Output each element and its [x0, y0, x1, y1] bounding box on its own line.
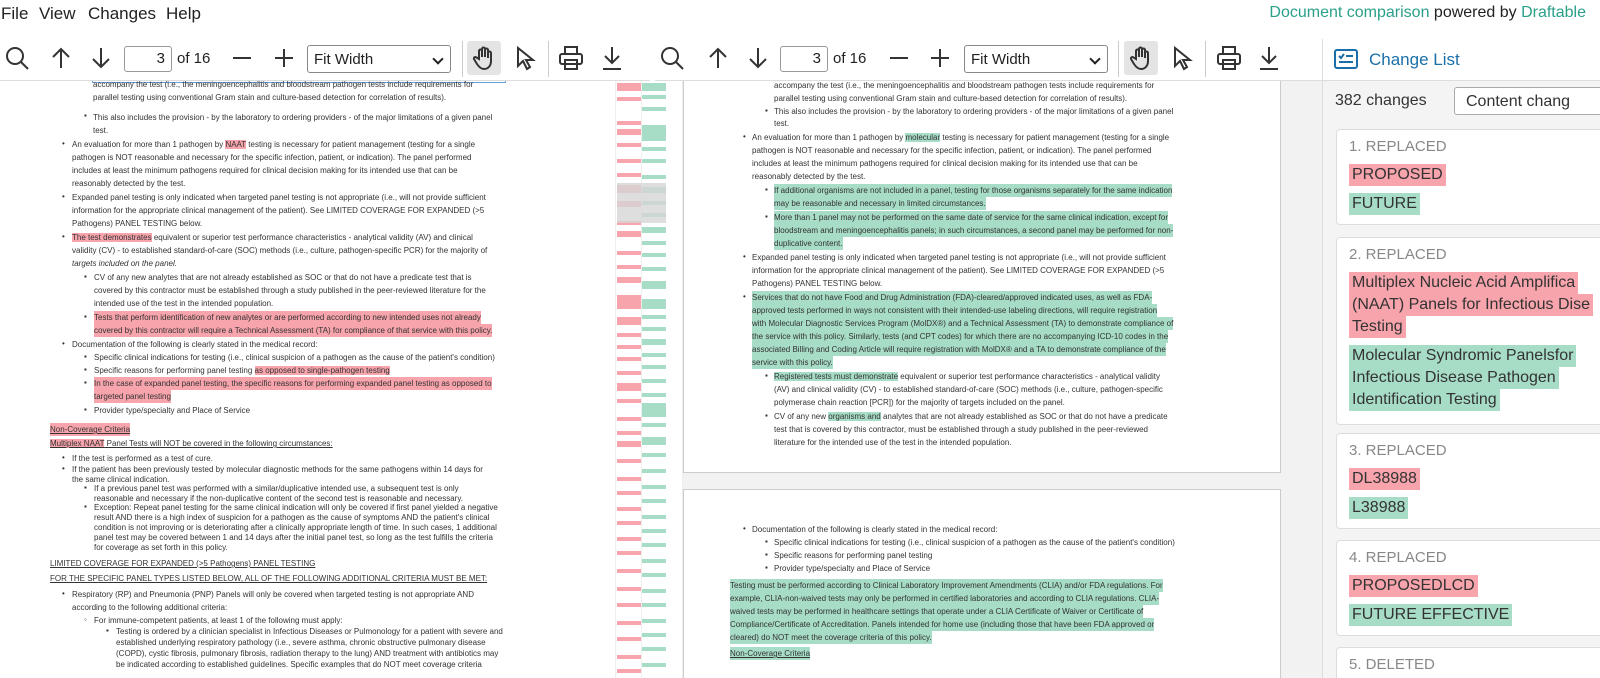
brand[interactable]: [1269, 4, 1586, 22]
deleted-mark[interactable]: [617, 441, 641, 447]
divider: [548, 41, 549, 77]
bullet: ▪: [765, 185, 768, 194]
inserted-mark[interactable]: [642, 423, 666, 427]
deleted-mark[interactable]: [617, 371, 641, 375]
deleted-mark[interactable]: [617, 477, 641, 481]
menu-view[interactable]: View: [39, 4, 76, 23]
inserted-text[interactable]: service with this policy.: [752, 358, 833, 367]
doc-line: CV of any new analytes that are not already established as SOC or that do not have a predicate test that is: [94, 273, 472, 282]
doc-line: established underlying respiratory pathology (i.e., severe asthma, chronic obstructive pulmonary disease: [116, 638, 486, 647]
inserted-mark[interactable]: [642, 663, 666, 667]
pointer-tool-icon[interactable]: [508, 41, 542, 75]
doc-line: Pathogens) PANEL TESTING below.: [72, 219, 203, 228]
deleted-mark[interactable]: [617, 159, 641, 163]
doc-line: Provider type/specialty and Place of Service: [94, 406, 251, 415]
inserted-mark[interactable]: [642, 437, 666, 445]
pointer-tool-icon[interactable]: [1165, 41, 1199, 75]
deleted-mark[interactable]: [617, 83, 641, 91]
inserted-mark[interactable]: [642, 485, 666, 489]
print-icon[interactable]: [1212, 41, 1246, 75]
bullet: ▪: [84, 352, 87, 361]
deleted-mark[interactable]: [617, 251, 641, 255]
inserted-mark[interactable]: [642, 453, 666, 457]
bullet: ▪: [84, 405, 87, 414]
old-text: DL38988: [1349, 468, 1420, 490]
change-title: 4. REPLACED: [1349, 549, 1447, 566]
deleted-text[interactable]: NAAT: [225, 140, 247, 149]
bullet: ▪: [84, 378, 87, 387]
bullet: ◦: [84, 615, 87, 624]
deleted-mark[interactable]: [617, 637, 641, 641]
inserted-mark[interactable]: [642, 365, 666, 369]
inserted-text[interactable]: Testing must be performed according to Clinical Laboratory Improvement Amendments (CLIA) and/or FDA regulations. For: [730, 581, 1163, 590]
divider: [462, 41, 463, 77]
new-text: FUTURE EFFECTIVE: [1349, 604, 1512, 626]
doc-line: Documentation of the following is clearly stated in the medical record:: [72, 340, 318, 349]
inserted-mark[interactable]: [642, 633, 666, 637]
inserted-mark[interactable]: [642, 95, 666, 99]
doc-line: If the test is performed as a test of cure.: [72, 454, 213, 463]
deleted-mark[interactable]: [617, 345, 641, 349]
inserted-mark[interactable]: [642, 499, 666, 503]
inserted-text[interactable]: cleared) do NOT meet the coverage criteria of this policy.: [730, 633, 932, 642]
deleted-mark[interactable]: [617, 399, 641, 403]
inserted-mark[interactable]: [642, 403, 666, 417]
zoom-out-icon[interactable]: [882, 41, 916, 75]
hand-tool-icon[interactable]: [1124, 41, 1158, 75]
doc-line: for coverage as set forth in this policy.: [94, 543, 228, 552]
inserted-text[interactable]: molecular: [905, 133, 941, 142]
doc-line: Testing is ordered by a clinician specialist in Infectious Diseases or Pulmonology for a patient with severe and: [116, 627, 503, 636]
doc-line: Specific reasons for performing panel testing: [774, 551, 933, 560]
doc-line: Expanded panel testing is only indicated when targeted panel testing is not appropriate (i.e., will not provide sufficient: [72, 193, 486, 202]
doc-line: Documentation of the following is clearly stated in the medical record:: [752, 525, 998, 534]
page-count: of 16: [833, 50, 867, 67]
doc-line: (AV) and clinical validity (CV) - to established standard-of-care (SOC) methods (i.e., culture, pathogen-specific: [774, 385, 1163, 394]
deleted-mark[interactable]: [617, 383, 641, 391]
doc-line: validity (CV) - to established standard-of-care (SOC) methods (i.e., culture, pathogen-specific PCR) for the majority of: [72, 246, 488, 255]
deleted-mark[interactable]: [617, 417, 641, 421]
brand-name: Draftable: [1521, 4, 1586, 21]
doc-line: targets included on the panel.: [72, 259, 177, 268]
change-list-icon: [1333, 47, 1359, 71]
deleted-text[interactable]: as opposed to single-pathogen testing: [254, 366, 390, 375]
bullet: •: [743, 292, 746, 301]
doc-line: Multiplex NAAT Panel Tests will NOT be covered in the following circumstances:: [50, 439, 333, 448]
bullet: ▪: [765, 411, 768, 420]
deleted-mark[interactable]: [617, 569, 641, 573]
deleted-text[interactable]: Non-Coverage Criteria: [50, 425, 131, 434]
old-text: (NAAT) Panels for Infectious Dise: [1349, 294, 1593, 316]
inserted-mark[interactable]: [642, 107, 666, 111]
deleted-text[interactable]: The test demonstrates: [72, 233, 152, 242]
inserted-mark[interactable]: [642, 529, 666, 533]
deleted-mark[interactable]: [617, 277, 641, 283]
doc-line: LIMITED COVERAGE FOR EXPANDED (>5 Pathogens) PANEL TESTING: [50, 559, 316, 568]
zoom-select-value: Fit Width: [971, 51, 1031, 68]
inserted-mark[interactable]: [642, 159, 666, 163]
menu-bar: [0, 0, 1600, 28]
doc-line: includes at least the minimum pathogens required for clinical decision making for its intended use that can be: [752, 159, 1138, 168]
deleted-mark[interactable]: [617, 603, 641, 607]
bullet: ▪: [84, 111, 87, 120]
doc-line: accompany the test (i.e., the meningoencephalitis and bloodstream pathogen tests include requirements for: [774, 81, 1155, 90]
bullet: •: [62, 192, 65, 201]
bullet: ▪: [84, 365, 87, 374]
menu-file[interactable]: File: [1, 4, 29, 23]
doc-line: intended use of the test in the intended population.: [94, 299, 274, 308]
right-document-pane[interactable]: [683, 81, 1322, 678]
inserted-text[interactable]: bloodstream and meningoencephalitis panels; in such circumstances, a second panel may be performed for non-: [774, 226, 1174, 235]
bullet: ▪: [765, 563, 768, 572]
inserted-text[interactable]: may be reasonable and necessary in limited circumstances.: [774, 199, 986, 208]
change-card[interactable]: [1336, 129, 1600, 225]
bullet: ▪: [765, 537, 768, 546]
change-title: 5. DELETED: [1349, 656, 1435, 673]
deleted-mark[interactable]: [617, 669, 641, 673]
deleted-mark[interactable]: [617, 537, 641, 541]
inserted-marks: [642, 81, 666, 678]
inserted-mark[interactable]: [642, 147, 666, 151]
bullet: ▪: [84, 502, 87, 511]
doc-line: reasonable and necessary if the non-duplicative content of the second test is reasonable and necessary.: [94, 494, 463, 503]
doc-line: For immune-competent patients, at least 1 of the following must apply:: [94, 616, 343, 625]
inserted-mark[interactable]: [642, 379, 666, 383]
new-text: Molecular Syndromic Panelsfor: [1349, 345, 1576, 367]
inserted-mark[interactable]: [642, 125, 666, 141]
doc-line: CV of any new organisms and analytes that are not already established as SOC or that do not have a predicate: [774, 412, 1168, 421]
change-list-panel: [1322, 81, 1600, 678]
bullet: •: [62, 453, 65, 462]
inserted-text[interactable]: duplicative content.: [774, 239, 843, 248]
deleted-text[interactable]: In the case of expanded panel testing, the specific reasons for performing expanded panel testing as opposed to: [94, 379, 492, 388]
new-text: Identification Testing: [1349, 389, 1500, 411]
divider: [1205, 41, 1206, 77]
inserted-text[interactable]: Non-Coverage Criteria: [730, 649, 811, 658]
bullet: •: [743, 132, 746, 141]
search-icon[interactable]: [0, 41, 34, 75]
doc-line: according to the following additional criteria:: [72, 603, 228, 612]
zoom-in-icon[interactable]: [267, 41, 301, 75]
doc-line: The test demonstrates equivalent or superior test performance characteristics - analytical validity (AV) and clinical: [72, 233, 473, 242]
deleted-text[interactable]: covered by this contractor will require a Technical Assessment (TA) for compliance of that service with this policy.: [94, 326, 493, 335]
arrow-down-icon[interactable]: [741, 41, 775, 75]
hand-tool-icon[interactable]: [467, 41, 501, 75]
new-text: Infectious Disease Pathogen: [1349, 367, 1559, 389]
doc-line: pathogen is NOT reasonable and necessary for the specific infection, patient, or indication). The panel performed: [752, 146, 1152, 155]
bullet: •: [62, 139, 65, 148]
zoom-in-icon[interactable]: [923, 41, 957, 75]
deleted-mark[interactable]: [617, 121, 641, 125]
inserted-mark[interactable]: [642, 469, 666, 473]
menu-changes[interactable]: Changes: [88, 4, 157, 23]
change-list-header[interactable]: [1322, 39, 1600, 81]
bullet: ▪: [765, 106, 768, 115]
doc-line: test.: [93, 126, 109, 135]
deleted-mark[interactable]: [617, 357, 641, 361]
deleted-mark[interactable]: [617, 587, 641, 591]
inserted-mark[interactable]: [642, 175, 666, 179]
inserted-text[interactable]: waived tests may be performed in healthcare settings that operate under a CLIA Certificate of Waiver or Certificate of: [730, 607, 1144, 616]
old-text: PROPOSEDLCD: [1349, 575, 1478, 597]
inserted-mark[interactable]: [642, 241, 666, 245]
doc-line: Respiratory (RP) and Pneumonia (PNP) Panels will only be covered when targeted testing is not appropriate AND: [72, 590, 474, 599]
deleted-text[interactable]: Multiplex NAAT: [50, 439, 105, 448]
inserted-text[interactable]: Services that do not have Food and Drug Administration (FDA)-cleared/approved indicated uses, as well as FDA-: [752, 293, 1153, 302]
deleted-mark[interactable]: [617, 459, 641, 463]
bullet: •: [743, 524, 746, 533]
inserted-text[interactable]: More than 1 panel may not be performed on the same date of service for the same clinical indication, except for: [774, 213, 1168, 222]
inserted-mark[interactable]: [642, 573, 666, 577]
bullet: •: [62, 464, 65, 473]
download-icon[interactable]: [595, 41, 629, 75]
page-number-input[interactable]: 3: [780, 46, 828, 72]
deleted-mark[interactable]: [617, 507, 641, 511]
deleted-mark[interactable]: [617, 655, 641, 659]
inserted-mark[interactable]: [642, 603, 666, 607]
doc-line: polymerase chain reaction [PCR]) for the majority of targets included on the panel.: [774, 398, 1065, 407]
deleted-mark[interactable]: [617, 521, 641, 525]
doc-line: parallel testing using conventional Gram stain and culture-based detection for correlation of results).: [774, 94, 1128, 103]
inserted-mark[interactable]: [642, 315, 666, 319]
inserted-mark[interactable]: [642, 327, 666, 331]
inserted-mark[interactable]: [642, 267, 666, 271]
menu-help[interactable]: Help: [166, 4, 201, 23]
inserted-text[interactable]: organisms and: [828, 412, 881, 421]
change-title: 3. REPLACED: [1349, 442, 1447, 459]
inserted-mark[interactable]: [642, 253, 666, 257]
inserted-text[interactable]: associated Billing and Coding Article will require registration with MolDX® and a TA to demonstrate compliance of the: [752, 345, 1166, 354]
doc-line: Registered tests must demonstrate equivalent or superior test performance characteristics - analytical validity: [774, 372, 1160, 381]
doc-line: Provider type/specialty and Place of Service: [774, 564, 931, 573]
inserted-mark[interactable]: [642, 589, 666, 593]
doc-line: Pathogens) PANEL TESTING below.: [752, 279, 883, 288]
zoom-select[interactable]: [964, 45, 1108, 73]
doc-line: test that is covered by this contractor, must be established through a study published in the peer-reviewed: [774, 425, 1148, 434]
new-text: L38988: [1349, 497, 1408, 519]
inserted-text[interactable]: example, CLIA-non-waived tests may only be performed in certified laboratories and according to CLIA regulations. CLIA-: [730, 594, 1160, 603]
left-document-pane[interactable]: [0, 81, 615, 678]
doc-line: Exception: Repeat panel testing for the same clinical indication will only be covered if first panel yielded a negative: [94, 503, 498, 512]
change-title: 2. REPLACED: [1349, 246, 1447, 263]
doc-line: Specific clinical indications for testing (i.e., clinical suspicion of a pathogen as the cause of the patient's condition): [774, 538, 1175, 547]
page-count: of 16: [177, 50, 211, 67]
inserted-mark[interactable]: [642, 339, 666, 345]
inserted-mark[interactable]: [642, 353, 666, 357]
old-text: Multiplex Nucleic Acid Amplifica: [1349, 272, 1578, 294]
deleted-mark[interactable]: [617, 265, 641, 269]
deleted-mark[interactable]: [617, 143, 641, 147]
inserted-mark[interactable]: [642, 515, 666, 519]
bullet: ▪: [765, 371, 768, 380]
doc-line: Expanded panel testing is only indicated when targeted panel testing is not appropriate (i.e., will not provide sufficient: [752, 253, 1166, 262]
change-card[interactable]: [1336, 647, 1600, 678]
doc-line: includes at least the minimum pathogens required for clinical decision making for its intended use that can be: [72, 166, 458, 175]
doc-line: condition is not improving or is deteriorating after a clinically appropriate length of time. In such cases, 1 additional: [94, 523, 497, 532]
inserted-text[interactable]: Registered tests must demonstrate: [774, 372, 899, 381]
inserted-text[interactable]: the service with this policy. Similarly, tests (and CPT codes) for which there are no accompanying ICD-10 codes in the: [752, 332, 1169, 341]
zoom-out-icon[interactable]: [225, 41, 259, 75]
change-map-gutter[interactable]: [615, 81, 683, 678]
bullet: ▪: [765, 212, 768, 221]
deleted-marks: [617, 81, 641, 678]
doc-line: the same clinical indication.: [72, 475, 170, 484]
inserted-mark[interactable]: [642, 619, 666, 623]
change-card[interactable]: [1336, 237, 1600, 425]
bullet: ▪: [84, 312, 87, 321]
doc-line: covered by this contractor must be established through a study published in the peer-reviewed literature for the: [94, 286, 486, 295]
inserted-text[interactable]: approved tests performed in ways not consistent with their intended-use labeling directions, will require registration: [752, 306, 1158, 315]
arrow-up-icon[interactable]: [701, 41, 735, 75]
gray-mark: [617, 183, 666, 223]
arrow-up-icon[interactable]: [44, 41, 78, 75]
doc-line: This also includes the provision - by the laboratory to ordering providers - of the major limitations of a given panel: [774, 107, 1174, 116]
deleted-mark[interactable]: [617, 491, 641, 495]
change-list-title: Change List: [1369, 50, 1460, 69]
doc-line: be indicated according to established guidelines. Specific examples that do NOT meet coverage criteria: [116, 660, 482, 669]
bullet: ▪: [765, 550, 768, 559]
inserted-mark[interactable]: [642, 559, 666, 563]
page-number-input[interactable]: 3: [124, 46, 172, 72]
doc-line: panel test may be covered between 1 and 14 days after the initial panel test, so long as the test fulfills the criteria: [94, 533, 493, 542]
doc-line: reasonably detected by the test.: [72, 179, 186, 188]
doc-line: information for the appropriate clinical management of the patient). See LIMITED COVERAGE FOR EXPANDED (>5: [72, 206, 485, 215]
deleted-mark[interactable]: [617, 317, 641, 325]
inserted-mark[interactable]: [642, 647, 666, 651]
deleted-mark[interactable]: [617, 295, 641, 309]
doc-line: If the patient has been previously tested by molecular diagnostic methods for the same pathogens within 14 days for: [72, 465, 483, 474]
bullet: •: [62, 232, 65, 241]
deleted-text[interactable]: targeted panel testing: [94, 392, 171, 401]
doc-line: information for the appropriate clinical management of the patient). See LIMITED COVERAGE FOR EXPANDED (>5: [752, 266, 1165, 275]
doc-line: (COPD), cystic fibrosis, pulmonary fibrosis, radiation therapy to the lung) AND treatment with antibiotics may: [116, 649, 499, 658]
zoom-select-value: Fit Width: [314, 51, 374, 68]
chevron-down-icon: [432, 53, 443, 64]
deleted-mark[interactable]: [617, 431, 641, 435]
download-icon[interactable]: [1252, 41, 1286, 75]
bullet: •: [743, 252, 746, 261]
doc-line: test.: [774, 119, 790, 128]
change-card[interactable]: [1336, 540, 1600, 636]
doc-line: parallel testing using conventional Gram stain and culture-based detection for correlation of results).: [93, 93, 447, 102]
inserted-mark[interactable]: [642, 83, 666, 91]
deleted-mark[interactable]: [617, 129, 641, 135]
bullet: •: [62, 589, 65, 598]
deleted-mark[interactable]: [617, 97, 641, 101]
inserted-mark[interactable]: [642, 227, 666, 233]
inserted-mark[interactable]: [642, 543, 666, 547]
arrow-down-icon[interactable]: [84, 41, 118, 75]
doc-line: Specific reasons for performing panel testing as opposed to single-pathogen testing: [94, 366, 390, 375]
inserted-mark[interactable]: [642, 393, 666, 397]
right-toolbar: [655, 39, 1322, 81]
brand-middle: powered by: [1429, 4, 1522, 21]
inserted-mark[interactable]: [642, 299, 666, 309]
inserted-text[interactable]: If additional organisms are not included in a panel, testing for those organisms separately for the same indication: [774, 186, 1173, 195]
bullet: ▪: [84, 272, 87, 281]
deleted-text[interactable]: Tests that perform identification of new analytes or are performed according to new intended uses not already: [94, 313, 481, 322]
filter-select-value: Content chang: [1466, 93, 1571, 110]
doc-line: This also includes the provision - by the laboratory to ordering providers - of the major limitations of a given panel: [93, 113, 493, 122]
doc-line: reasonably detected by the test.: [752, 172, 866, 181]
search-icon[interactable]: [655, 41, 689, 75]
doc-line: result AND there is a high index of suspicion for a pathogen as the cause of symptoms AND the patient's clinical: [94, 513, 490, 522]
deleted-mark[interactable]: [617, 231, 641, 237]
deleted-mark[interactable]: [617, 333, 641, 337]
change-title: 1. REPLACED: [1349, 138, 1447, 155]
bullet: ▪: [106, 626, 109, 635]
doc-line: literature for the intended use of the test in the intended population.: [774, 438, 1012, 447]
change-card[interactable]: [1336, 433, 1600, 529]
doc-line: FOR THE SPECIFIC PANEL TYPES LISTED BELOW, ALL OF THE FOLLOWING ADDITIONAL CRITERIA MUST BE MET:: [50, 574, 488, 583]
deleted-mark[interactable]: [617, 621, 641, 625]
doc-line: pathogen is NOT reasonable and necessary for the specific infection, patient, or indication). The panel performed: [72, 153, 472, 162]
doc-line: An evaluation for more than 1 pathogen by molecular testing is necessary for patient management (testing for a single: [752, 133, 1170, 142]
chevron-down-icon: [1089, 53, 1100, 64]
bullet: •: [62, 339, 65, 348]
left-toolbar: [0, 39, 650, 81]
inserted-text[interactable]: with Molecular Diagnostic Services Program (MolDX®) and a Technical Assessment (TA) to demonstrate compliance of: [752, 319, 1174, 328]
new-text: FUTURE: [1349, 193, 1420, 215]
deleted-mark[interactable]: [617, 551, 641, 555]
inserted-mark[interactable]: [642, 281, 666, 289]
doc-line: Specific clinical indications for testing (i.e., clinical suspicion of a pathogen as the cause of the patient's condition): [94, 353, 495, 362]
inserted-text[interactable]: Compliance/Certificate of Accreditation. Panels intended for home use (including those that have been FDA approved or: [730, 620, 1155, 629]
doc-line: An evaluation for more than 1 pathogen by NAAT testing is necessary for patient management (testing for a single: [72, 140, 476, 149]
doc-line: If a previous panel test was performed with a similar/duplicative intended use, a subsequent test is only: [94, 484, 459, 493]
brand-prefix: Document comparison: [1269, 4, 1430, 21]
filter-select[interactable]: [1454, 87, 1600, 115]
zoom-select[interactable]: [307, 45, 451, 73]
old-text: Testing: [1349, 316, 1406, 338]
change-count: 382 changes: [1335, 92, 1427, 109]
old-text: PROPOSED: [1349, 164, 1446, 186]
doc-line: accompany the test (i.e., the meningoencephalitis and bloodstream pathogen tests include requirements for: [93, 81, 474, 89]
bullet: ▪: [84, 483, 87, 492]
print-icon[interactable]: [554, 41, 588, 75]
divider: [1118, 41, 1119, 77]
deleted-mark[interactable]: [617, 173, 641, 177]
